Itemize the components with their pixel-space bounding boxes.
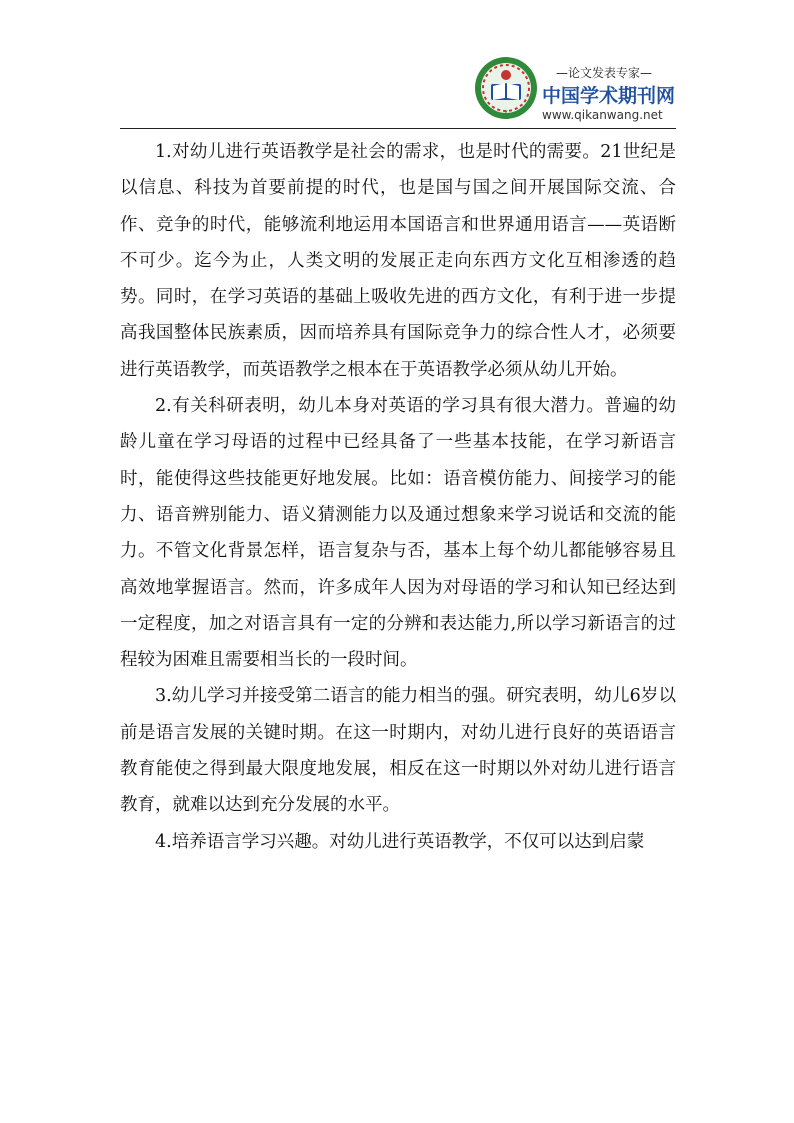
site-logo	[474, 56, 674, 128]
document-body	[120, 134, 676, 860]
book-globe-emblem-icon	[474, 56, 538, 120]
logo-url: www.qikanwang.net	[542, 108, 663, 122]
paragraph-3: 3.幼儿学习并接受第二语言的能力相当的强。研究表明，幼儿6岁以前是语言发展的关键时期。在这一时期内，对幼儿进行良好的英语语言教育能使之得到最大限度地发展，相反在这一时期以外对幼儿进行语言教育，就难以达到充分发展的水平。	[120, 686, 676, 816]
paragraph-4: 4.培养语言学习兴趣。对幼儿进行英语教学，不仅可以达到启蒙	[155, 831, 645, 852]
logo-brand-name: 中国学术期刊网	[542, 85, 676, 107]
svg-text:★: ★	[503, 109, 509, 115]
paragraph-2: 2.有关科研表明，幼儿本身对英语的学习具有很大潜力。普遍的幼龄儿童在学习母语的过程中已经具备了一些基本技能，在学习新语言时，能使得这些技能更好地发展。比如：语音模仿能力、间接学习的能力、语音辨别能力、语义猜测能力以及通过想象来学习说话和交流的能力。不管文化背景怎样，语言复杂与否，基本上每个幼儿都能够容易且高效地掌握语言。然而，许多成年人因为对母语的学习和认知已经达到一定程度，加之对语言具有一定的分辨和表达能力,所以学习新语言的过程较为困难且需要相当长的一段时间。	[120, 396, 676, 671]
header-divider	[120, 128, 676, 129]
page-header	[120, 54, 676, 130]
logo-tagline: —论文发表专家—	[555, 66, 652, 80]
paragraph-1: 1.对幼儿进行英语教学是社会的需求，也是时代的需要。21世纪是以信息、科技为首要前提的时代，也是国与国之间开展国际交流、合作、竞争的时代，能够流利地运用本国语言和世界通用语言——英语断不可少。迄今为止，人类文明的发展正走向东西方文化互相渗透的趋势。同时，在学习英语的基础上吸收先进的西方文化，有利于进一步提高我国整体民族素质，因而培养具有国际竞争力的综合性人才，必须要进行英语教学，而英语教学之根本在于英语教学必须从幼儿开始。	[120, 142, 676, 380]
